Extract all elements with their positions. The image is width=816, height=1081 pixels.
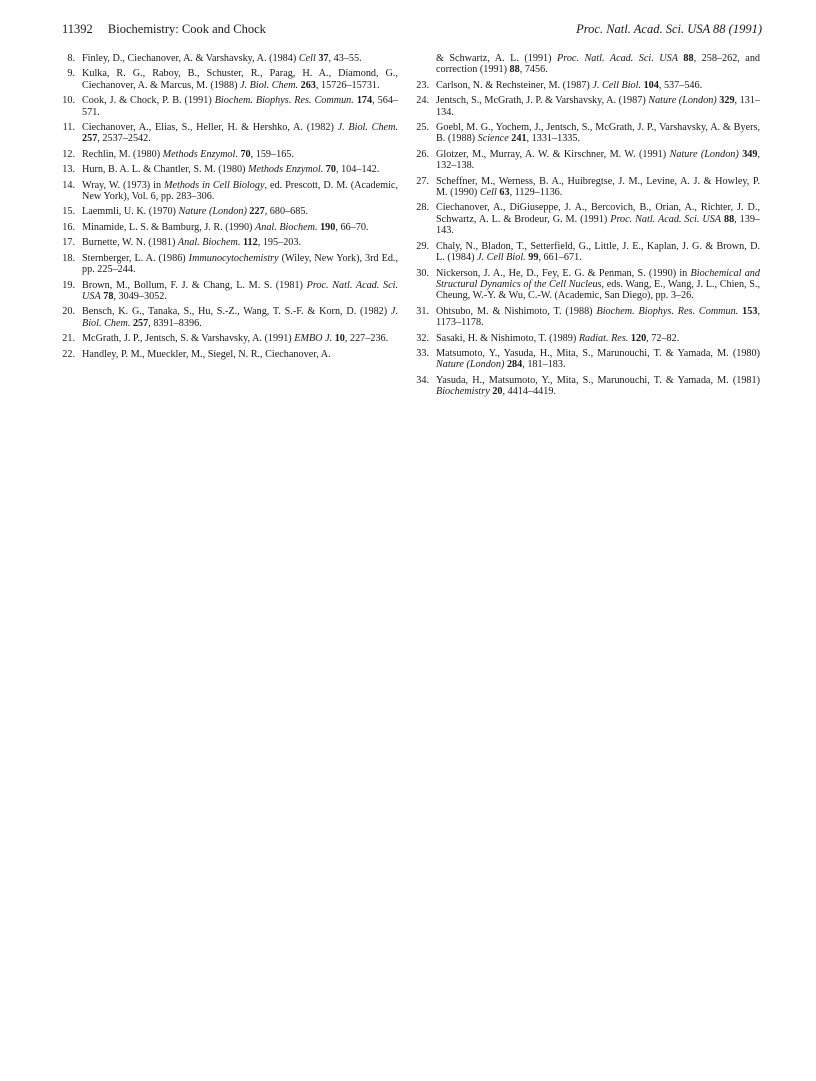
volume-number: 284 [506, 359, 523, 371]
journal-title: Immunocytochemistry [188, 252, 279, 264]
reference-text: Brown, M., Bollum, F. J. & Chang, L. M. S. (1981) [82, 279, 307, 291]
reference-text: , 7456. [519, 64, 548, 76]
reference-entry [62, 306, 398, 329]
reference-entry [416, 80, 760, 91]
volume-number: 174 [356, 95, 373, 107]
volume-number: 227 [249, 206, 265, 218]
reference-text: Burnette, W. N. (1981) [82, 237, 178, 249]
reference-entry [62, 164, 398, 175]
volume-number: 104 [643, 79, 659, 91]
journal-title: Nature (London) [669, 148, 739, 160]
reference-text: Sternberger, L. A. (1986) [82, 252, 189, 264]
volume-number: 70 [325, 164, 336, 176]
reference-text: Ciechanover, A., DiGiuseppe, J. A., Bercovich, B., Orian, A., Richter, J. D., Schwartz, A. L. & Brodeur, G. M. (1991) [436, 202, 760, 225]
journal-title: EMBO J. [294, 333, 333, 345]
reference-text: Sasaki, H. & Nishimoto, T. (1989) [436, 332, 579, 344]
volume-number: 88 [723, 213, 735, 225]
volume-number: 10 [334, 333, 345, 345]
reference-number: 24. [416, 95, 429, 107]
reference-entry [62, 180, 398, 203]
reference-number: 31. [416, 305, 429, 317]
references-right-column [416, 53, 760, 402]
reference-text: , 104–142. [335, 164, 380, 176]
reference-text: , 181–183. [522, 359, 566, 371]
journal-title: Nature (London) [436, 359, 505, 371]
reference-entry [416, 375, 760, 398]
journal-title: Methods Enzymol. [162, 148, 238, 160]
reference-text: , 43–55. [328, 53, 362, 64]
reference-entry [416, 348, 760, 371]
reference-text: , 227–236. [344, 333, 389, 345]
journal-title: J. Biol. Chem. [82, 306, 398, 329]
reference-text: , eds. Wang, E., Wang, J. L., Chien, S., Cheung, W.-Y. & Wu, C.-W. (Academic, San Diego), pp. 3–26. [436, 278, 761, 302]
journal-title: Radiat. Res. [578, 332, 629, 344]
reference-text: Chaly, N., Bladon, T., Setterfield, G., Little, J. E., Kaplan, J. G. & Brown, D. L. (1984) [436, 240, 760, 264]
reference-entry [416, 333, 760, 344]
journal-title: Science [477, 133, 509, 145]
volume-number: 37 [318, 53, 329, 64]
reference-text: , 131–134. [436, 95, 761, 118]
reference-number: 21. [62, 333, 75, 345]
reference-number: 32. [416, 332, 429, 344]
reference-text: Minamide, L. S. & Bamburg, J. R. (1990) [82, 221, 255, 233]
reference-number: 11. [62, 122, 75, 134]
reference-number: 33. [416, 347, 429, 359]
journal-title: Nature (London) [178, 206, 247, 218]
reference-text: Laemmli, U. K. (1970) [82, 206, 179, 218]
header-left [62, 22, 266, 37]
reference-text: , 72–82. [646, 332, 680, 344]
reference-text: Handley, P. M., Mueckler, M., Siegel, N. R., Ciechanover, A. [82, 348, 331, 360]
journal-title: Anal. Biochem. [177, 237, 241, 249]
volume-number: 88 [509, 64, 520, 76]
journal-title: Cell [298, 53, 316, 64]
reference-text: Cook, J. & Chock, P. B. (1991) [82, 95, 215, 107]
journal-title: Biochem. Biophys. Res. Commun. [214, 95, 354, 107]
reference-number: 13. [62, 164, 75, 176]
reference-entry [416, 176, 760, 199]
reference-text: , 1331–1335. [526, 133, 581, 145]
journal-title: J. Cell Biol. [592, 79, 642, 91]
reference-number: 23. [416, 79, 429, 91]
volume-number: 263 [300, 79, 316, 91]
volume-number: 241 [511, 133, 527, 145]
volume-number: 257 [82, 133, 98, 145]
volume-number: 99 [528, 252, 539, 264]
reference-text: Kulka, R. G., Raboy, B., Schuster, R., Parag, H. A., Diamond, G., Ciechanover, A. & Marcus, M. (1988) [82, 68, 398, 91]
volume-number: 329 [719, 95, 735, 107]
reference-text: Nickerson, J. A., He, D., Fey, E. G. & Penman, S. (1990) in [436, 267, 691, 279]
reference-entry [416, 268, 760, 302]
reference-text: , 3049–3052. [113, 290, 167, 302]
journal-title: Proc. Natl. Acad. Sci. USA [557, 53, 678, 64]
reference-entry [62, 206, 398, 217]
reference-text: Hurn, B. A. L. & Chantler, S. M. (1980) [82, 164, 248, 176]
reference-text: Matsumoto, Y., Yasuda, H., Mita, S., Marunouchi, T. & Yamada, M. (1980) [436, 347, 760, 359]
reference-entry [62, 333, 398, 344]
reference-number: 15. [62, 206, 75, 218]
journal-title: Biochem. Biophys. Res. Commun. [596, 305, 739, 317]
journal-title: Biochemistry [436, 386, 490, 398]
reference-text: Ciechanover, A., Elias, S., Heller, H. & Hershko, A. (1982) [82, 122, 338, 134]
reference-text: , 15726–15731. [315, 79, 380, 91]
reference-entry [62, 280, 398, 303]
reference-number: 26. [416, 148, 429, 160]
reference-text: , 8391–8396. [148, 317, 202, 329]
page-number: 11392 [62, 22, 93, 36]
reference-number: 17. [62, 237, 75, 249]
journal-title: Biochemical and Structural Dynamics of the Cell Nucleus [436, 267, 760, 290]
reference-text: Yasuda, H., Matsumoto, Y., Mita, S., Marunouchi, T. & Yamada, M. (1981) [436, 374, 760, 386]
reference-text: , 258–262, and correction (1991) [436, 53, 761, 76]
reference-text: , 66–70. [335, 221, 369, 233]
reference-number: 9. [67, 68, 75, 80]
volume-number: 190 [320, 221, 336, 233]
reference-text: Wray, W. (1973) in [82, 179, 164, 191]
reference-text: , 159–165. [250, 148, 294, 160]
reference-number: 12. [62, 148, 75, 160]
volume-number: 70 [240, 148, 251, 160]
volume-number: 349 [742, 148, 758, 160]
reference-text: Glotzer, M., Murray, A. W. & Kirschner, M. W. (1991) [436, 148, 670, 160]
reference-entry [62, 149, 398, 160]
reference-entry [416, 95, 760, 118]
journal-title: Methods in Cell Biology [163, 179, 265, 191]
reference-number: 16. [62, 221, 75, 233]
reference-text: Rechlin, M. (1980) [82, 148, 163, 160]
references-left-column [62, 53, 398, 364]
reference-entry [62, 68, 398, 91]
volume-number: 257 [132, 317, 149, 329]
reference-text: , 139–143. [436, 213, 761, 237]
volume-number: 153 [742, 305, 758, 317]
reference-entry [416, 122, 760, 145]
reference-text: & Schwartz, A. L. (1991) [436, 53, 558, 64]
reference-entry [62, 95, 398, 118]
reference-text: Scheffner, M., Werness, B. A., Huibregtse, J. M., Levine, A. J. & Howley, P. M. (1990) [436, 175, 760, 199]
reference-entry [416, 149, 760, 172]
volume-number: 78 [103, 290, 114, 302]
reference-text: , 661–671. [538, 252, 582, 264]
journal-title: Methods Enzymol. [247, 164, 324, 176]
reference-text: , 680–685. [264, 206, 308, 218]
journal-title: Nature (London) [648, 95, 717, 107]
reference-text: , 2537–2542. [97, 133, 151, 145]
reference-number: 30. [416, 267, 429, 279]
reference-text: , 1173–1178. [436, 305, 760, 329]
journal-title: Proc. Natl. Acad. Sci. USA [610, 213, 722, 225]
reference-text: , 1129–1136. [509, 187, 563, 199]
reference-number: 27. [416, 175, 429, 187]
reference-entry [416, 306, 760, 329]
reference-text: Bensch, K. G., Tanaka, S., Hu, S.-Z., Wang, T. S.-F. & Korn, D. (1982) [82, 306, 391, 318]
reference-number: 25. [416, 122, 429, 134]
reference-text: Carlson, N. & Rechsteiner, M. (1987) [436, 79, 593, 91]
reference-entry [62, 253, 398, 276]
journal-title: Cell [479, 187, 497, 199]
volume-number: 63 [499, 187, 510, 199]
reference-text: , 564–571. [82, 95, 399, 118]
reference-number: 8. [67, 53, 75, 64]
reference-text: Ohtsubo, M. & Nishimoto, T. (1988) [436, 305, 597, 317]
journal-title: Proc. Natl. Acad. Sci. USA [82, 279, 398, 302]
reference-text: McGrath, J. P., Jentsch, S. & Varshavsky, A. (1991) [82, 333, 295, 345]
journal-title: J. Biol. Chem. [337, 122, 398, 134]
reference-number: 22. [62, 348, 75, 360]
reference-number: 14. [62, 179, 75, 191]
reference-number: 34. [416, 374, 429, 386]
volume-number: 120 [630, 332, 647, 344]
journal-title: J. Biol. Chem. [240, 79, 299, 91]
reference-text: Jentsch, S., McGrath, J. P. & Varshavsky, A. (1987) [436, 95, 649, 107]
reference-text: , 537–546. [658, 79, 703, 91]
reference-text: , 195–203. [257, 237, 302, 249]
reference-number: 10. [62, 95, 75, 107]
running-title: Biochemistry: Cook and Chock [107, 22, 266, 36]
journal-citation: Proc. Natl. Acad. Sci. USA 88 (1991) [576, 22, 762, 36]
reference-text: , 4414–4419. [502, 386, 556, 398]
reference-number: 28. [416, 202, 429, 214]
journal-title: Anal. Biochem. [255, 221, 318, 233]
reference-text: Finley, D., Ciechanover, A. & Varshavsky, A. (1984) [82, 53, 299, 64]
volume-number: 88 [683, 53, 694, 64]
journal-title: J. Cell Biol. [477, 252, 526, 264]
volume-number: 112 [243, 237, 258, 249]
reference-number: 20. [62, 306, 75, 318]
reference-entry [62, 237, 398, 248]
reference-text: Goebl, M. G., Yochem, J., Jentsch, S., McGrath, J. P., Varshavsky, A. & Byers, B. (1988) [436, 122, 760, 145]
reference-text: (Wiley, New York), 3rd Ed., pp. 225–244. [82, 252, 399, 276]
reference-number: 19. [62, 279, 75, 291]
reference-text: , 132–138. [436, 148, 761, 172]
reference-entry [416, 53, 760, 76]
reference-number: 18. [62, 252, 75, 264]
volume-number: 20 [492, 386, 503, 398]
reference-entry [62, 222, 398, 233]
reference-entry [62, 349, 398, 360]
reference-entry [416, 202, 760, 236]
reference-number: 29. [416, 240, 429, 252]
reference-text: , ed. Prescott, D. M. (Academic, New York), Vol. 6, pp. 283–306. [82, 179, 398, 203]
reference-entry [416, 241, 760, 264]
page-header [62, 22, 762, 38]
reference-entry [62, 122, 398, 145]
reference-entry [62, 53, 398, 64]
